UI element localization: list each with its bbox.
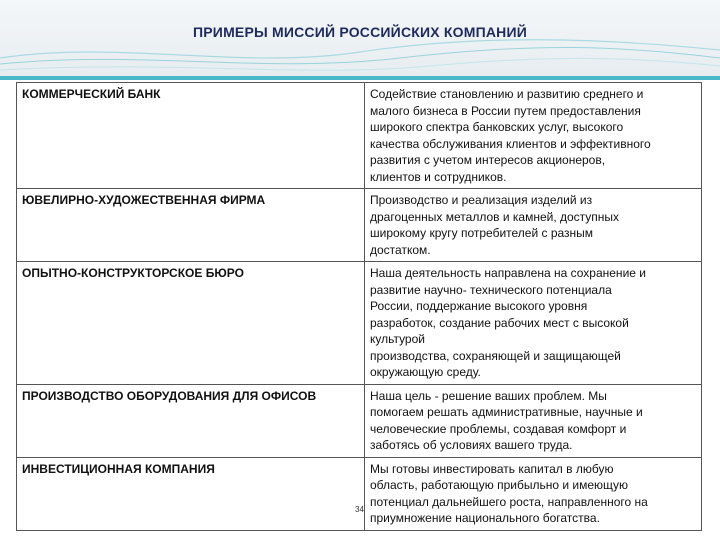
mission-line: развития с учетом интересов акционеров, xyxy=(370,153,606,167)
mission-cell xyxy=(365,83,702,189)
table-row xyxy=(17,457,702,530)
missions-table xyxy=(16,82,702,531)
mission-cell xyxy=(365,384,702,457)
mission-line: культурой xyxy=(370,332,425,346)
mission-line: клиентов и сотрудников. xyxy=(370,169,507,184)
mission-line: производства, сохраняющей и защищающей xyxy=(370,348,621,363)
page-title: ПРИМЕРЫ МИССИЙ РОССИЙСКИХ КОМПАНИЙ xyxy=(193,24,527,40)
mission-cell xyxy=(365,262,702,385)
mission-line: широкому кругу потребителей с разным xyxy=(370,226,594,240)
table-row xyxy=(17,262,702,385)
company-name-cell: ИНВЕСТИЦИОННАЯ КОМПАНИЯ xyxy=(17,457,365,530)
mission-line: достатком. xyxy=(370,242,431,257)
mission-line: развитие научно- технического потенциала xyxy=(370,282,612,297)
mission-line: Содействие становлению и развитию среднего и xyxy=(370,87,644,101)
mission-line: человеческие проблемы, создавая комфорт и xyxy=(370,421,627,436)
mission-line: окружающую среду. xyxy=(370,365,481,379)
header-accent-bar xyxy=(0,76,720,80)
header-band xyxy=(0,0,720,80)
company-name-cell: ЮВЕЛИРНО-ХУДОЖЕСТВЕННАЯ ФИРМА xyxy=(17,189,365,262)
mission-line: помогаем решать административные, научные и xyxy=(370,405,643,419)
table-row xyxy=(17,189,702,262)
mission-cell xyxy=(365,457,702,530)
page-number: 34 xyxy=(355,505,364,514)
table-row xyxy=(17,384,702,457)
mission-line: России, поддержание высокого уровня xyxy=(370,299,588,313)
mission-line: малого бизнеса в России путем предоставления xyxy=(370,103,641,118)
mission-line: заботясь об условиях вашего труда. xyxy=(370,438,573,452)
company-name-cell: ПРОИЗВОДСТВО ОБОРУДОВАНИЯ ДЛЯ ОФИСОВ xyxy=(17,384,365,457)
table-row xyxy=(17,83,702,189)
mission-line: Производство и реализация изделий из xyxy=(370,193,593,207)
mission-line: широкого спектра банковских услуг, высокого xyxy=(370,120,624,134)
mission-line: Мы готовы инвестировать капитал в любую xyxy=(370,461,614,476)
mission-cell xyxy=(365,189,702,262)
mission-line: приумножение национального богатства. xyxy=(370,511,600,525)
company-name-cell: ОПЫТНО-КОНСТРУКТОРСКОЕ БЮРО xyxy=(17,262,365,385)
mission-line: разработок, создание рабочих мест с высокой xyxy=(370,315,629,330)
header-wave-decoration xyxy=(0,0,720,80)
mission-line: Наша цель - решение ваших проблем. Мы xyxy=(370,388,607,403)
mission-line: драгоценных металлов и камней, доступных xyxy=(370,209,620,224)
missions-table-body xyxy=(17,83,702,531)
mission-line: Наша деятельность направлена на сохранение и xyxy=(370,266,646,280)
mission-line: область, работающую прибыльно и имеющую xyxy=(370,478,629,492)
company-name-cell: КОММЕРЧЕСКИЙ БАНК xyxy=(17,83,365,189)
mission-line: качества обслуживания клиентов и эффективного xyxy=(370,136,651,151)
mission-line: потенциал дальнейшего роста, направленного на xyxy=(370,494,648,509)
